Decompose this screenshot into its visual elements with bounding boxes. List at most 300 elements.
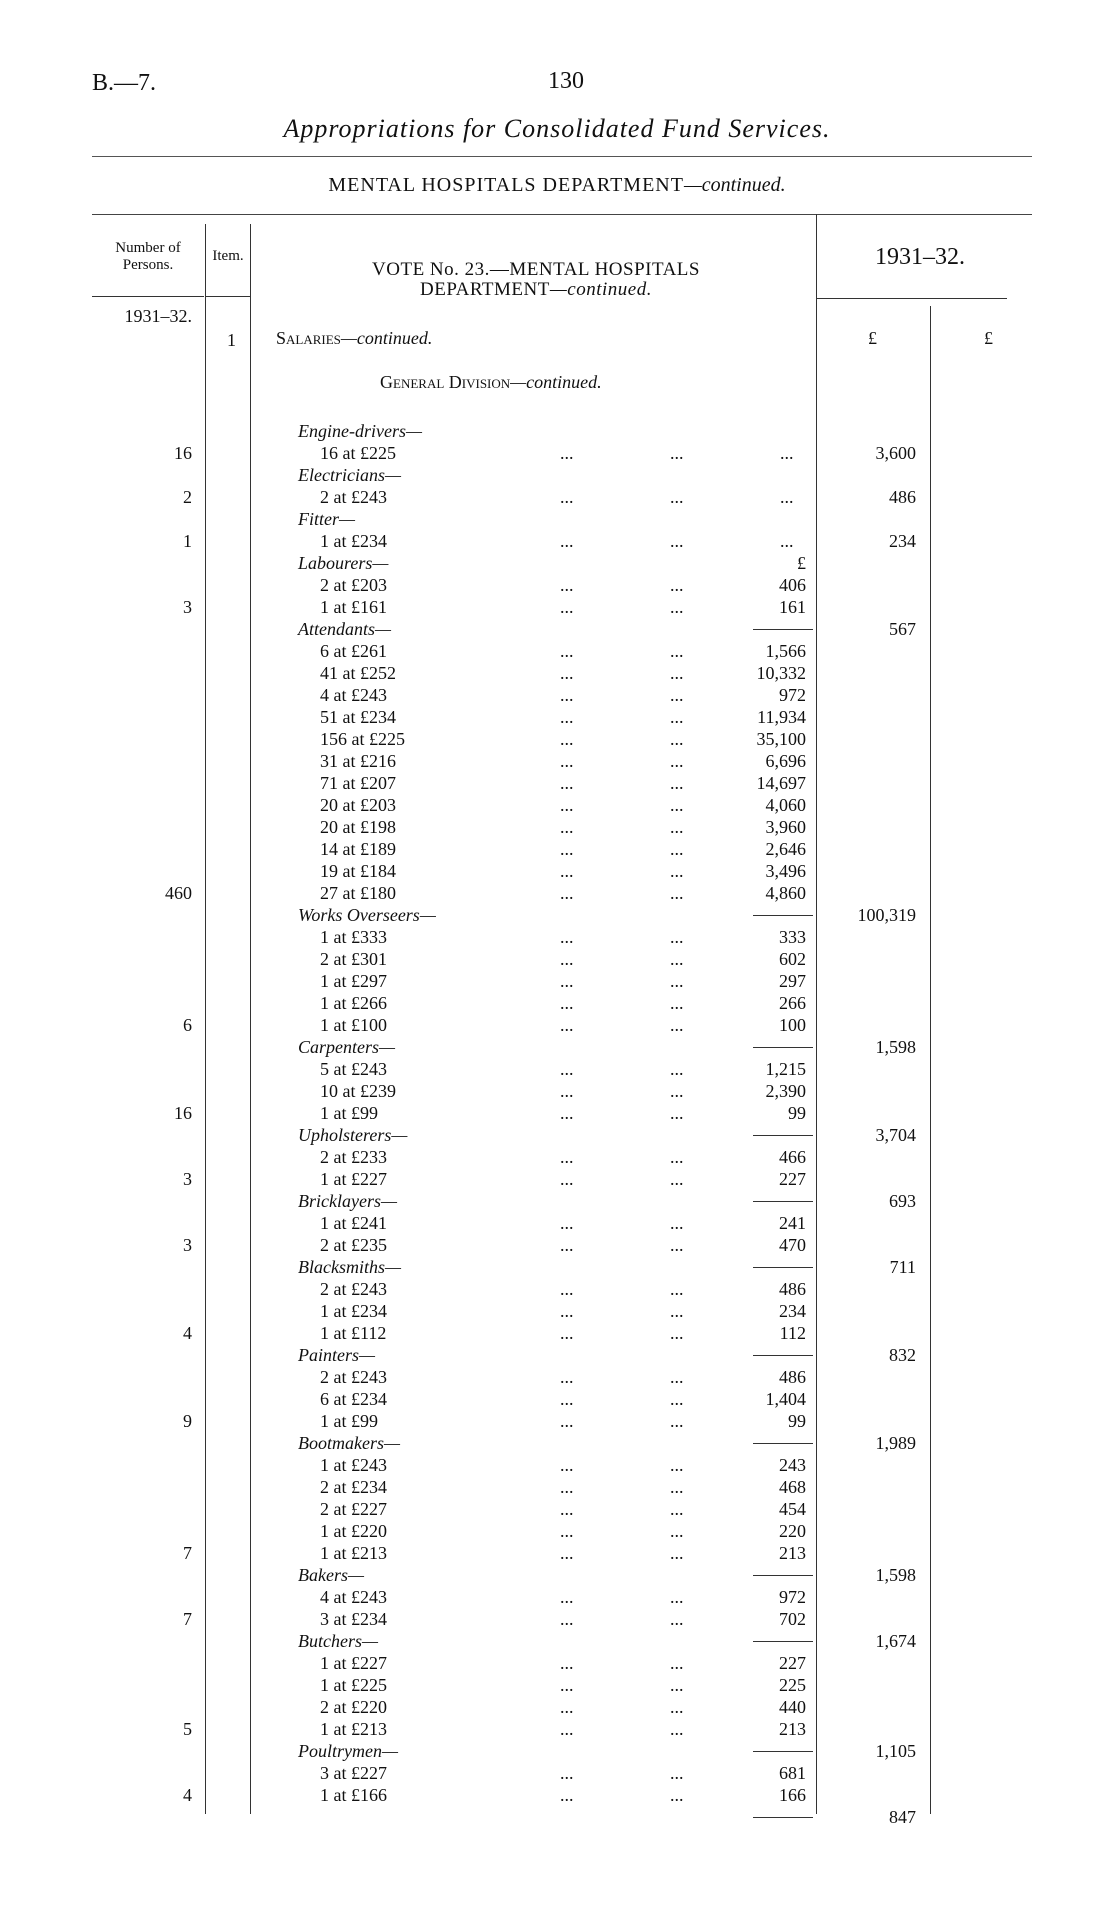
total-cell: 3,600: [875, 443, 916, 463]
table-row: [0, 640, 1114, 662]
persons-year: 1931–32.: [124, 306, 192, 326]
table-row: [0, 1388, 1114, 1410]
leader-dots: ...: [670, 1389, 684, 1409]
amount-cell: 2,390: [765, 1081, 806, 1101]
leader-dots: ...: [670, 795, 684, 815]
amount-cell: 466: [779, 1147, 806, 1167]
leader-dots: ...: [670, 1785, 684, 1805]
amount-cell: 112: [779, 1323, 806, 1343]
category-label: Blacksmiths—: [298, 1257, 401, 1277]
table-row: [0, 1278, 1114, 1300]
leader-dots: ...: [670, 1323, 684, 1343]
total-cell: 1,989: [875, 1433, 916, 1453]
leader-dots: ...: [560, 1521, 574, 1541]
table-row: [0, 948, 1114, 970]
table-row: [0, 1058, 1114, 1080]
subtotal-rule: [753, 1267, 813, 1268]
rate-line: 1 at £213: [320, 1719, 387, 1739]
table-row: [0, 486, 1114, 508]
total-cell: 847: [889, 1807, 916, 1827]
leader-dots: ...: [670, 839, 684, 859]
leader-dots: ...: [560, 1235, 574, 1255]
table-row: [0, 684, 1114, 706]
leader-dots: ...: [670, 1103, 684, 1123]
rate-line: 156 at £225: [320, 729, 405, 749]
table-row: [0, 1498, 1114, 1520]
persons-count: 16: [174, 443, 192, 463]
subtotal-rule: [753, 1751, 813, 1752]
rate-line: 19 at £184: [320, 861, 396, 881]
amount-cell: 1,566: [765, 641, 806, 661]
category-label: Bootmakers—: [298, 1433, 400, 1453]
rate-line: 6 at £261: [320, 641, 387, 661]
leader-dots: ...: [560, 1499, 574, 1519]
rate-line: 1 at £234: [320, 1301, 387, 1321]
rate-line: 1 at £99: [320, 1411, 378, 1431]
amount-cell: 486: [779, 1279, 806, 1299]
amount-cell: 454: [779, 1499, 806, 1519]
table-row: [0, 574, 1114, 596]
rate-line: 6 at £234: [320, 1389, 387, 1409]
rate-line: 71 at £207: [320, 773, 396, 793]
page-id: B.—7.: [92, 70, 157, 96]
table-row: [0, 1696, 1114, 1718]
table-row: [0, 1520, 1114, 1542]
leader-dots: ...: [560, 1675, 574, 1695]
item-header: Item.: [212, 248, 244, 264]
subtotal-rule: [753, 1047, 813, 1048]
leader-dots: ...: [670, 531, 684, 551]
subtotal-rule: [753, 1817, 813, 1818]
leader-dots: ...: [560, 861, 574, 881]
rate-line: 1 at £161: [320, 597, 387, 617]
category-row: [0, 618, 1114, 640]
table-row: [0, 1542, 1114, 1564]
leader-dots: ...: [560, 949, 574, 969]
leader-dots: ...: [560, 1477, 574, 1497]
leader-dots: ...: [560, 817, 574, 837]
rate-line: 1 at £166: [320, 1785, 387, 1805]
amount-cell: 602: [779, 949, 806, 969]
table-row: [0, 750, 1114, 772]
table-row: [0, 1806, 1114, 1828]
total-cell: 100,319: [857, 905, 916, 925]
leader-dots: ...: [560, 1301, 574, 1321]
amount-cell: 972: [779, 685, 806, 705]
amount-cell: 3,960: [765, 817, 806, 837]
amount-cell: 440: [779, 1697, 806, 1717]
leader-dots: ...: [670, 1301, 684, 1321]
rate-line: 2 at £243: [320, 1367, 387, 1387]
leader-dots: ...: [560, 751, 574, 771]
persons-count: 3: [183, 597, 192, 617]
amount-cell: 3,496: [765, 861, 806, 881]
total-cell: 3,704: [875, 1125, 916, 1145]
amount-cell: 486: [779, 1367, 806, 1387]
rate-line: 2 at £235: [320, 1235, 387, 1255]
page-number: 130: [548, 68, 584, 94]
amount-cell: 161: [779, 597, 806, 617]
table-row: [0, 794, 1114, 816]
subtotal-rule: [753, 1355, 813, 1356]
leader-dots: ...: [670, 685, 684, 705]
leader-dots: ...: [560, 575, 574, 595]
currency-label: £: [984, 328, 993, 348]
category-label: Works Overseers—: [298, 905, 436, 925]
divider: [92, 214, 1032, 215]
vote-heading-line1: VOTE No. 23.—MENTAL HOSPITALS: [372, 259, 700, 280]
category-label: Bakers—: [298, 1565, 364, 1585]
rate-line: 1 at £333: [320, 927, 387, 947]
amount-cell: 243: [779, 1455, 806, 1475]
leader-dots: ...: [670, 641, 684, 661]
leader-dots: ...: [670, 817, 684, 837]
rate-line: 20 at £198: [320, 817, 396, 837]
leader-dots: ...: [560, 729, 574, 749]
table-row: [0, 1454, 1114, 1476]
leader-dots: ...: [560, 1147, 574, 1167]
rate-line: 2 at £220: [320, 1697, 387, 1717]
persons-count: 7: [183, 1609, 192, 1629]
amount-cell: 213: [779, 1543, 806, 1563]
table-row: [0, 1674, 1114, 1696]
table-row: [0, 1718, 1114, 1740]
rate-line: 31 at £216: [320, 751, 396, 771]
leader-dots: ...: [670, 1015, 684, 1035]
subtotal-rule: [753, 1641, 813, 1642]
leader-dots: ...: [670, 1763, 684, 1783]
leader-dots: ...: [670, 1059, 684, 1079]
rate-line: 1 at £243: [320, 1455, 387, 1475]
persons-count: 3: [183, 1235, 192, 1255]
leader-dots: ...: [560, 1103, 574, 1123]
table-row: [0, 992, 1114, 1014]
rate-line: 1 at £266: [320, 993, 387, 1013]
category-label: Engine-drivers—: [298, 421, 422, 441]
amount-cell: 681: [779, 1763, 806, 1783]
total-cell: 234: [889, 531, 916, 551]
amount-cell: 1,215: [765, 1059, 806, 1079]
header-rule: [206, 296, 250, 297]
persons-count: 2: [183, 487, 192, 507]
category-label: Upholsterers—: [298, 1125, 408, 1145]
amount-cell: 227: [779, 1653, 806, 1673]
subtotal-rule: [753, 1201, 813, 1202]
category-row: [0, 1432, 1114, 1454]
leader-dots: ...: [560, 1653, 574, 1673]
amount-cell: 470: [779, 1235, 806, 1255]
table-row: [0, 596, 1114, 618]
table-row: [0, 1234, 1114, 1256]
rate-line: 1 at £241: [320, 1213, 387, 1233]
leader-dots: ...: [780, 531, 794, 551]
leader-dots: ...: [670, 1719, 684, 1739]
leader-dots: ...: [560, 1389, 574, 1409]
category-row: [0, 1036, 1114, 1058]
category-label: Poultrymen—: [298, 1741, 398, 1761]
amount-cell: 10,332: [756, 663, 806, 683]
category-row: [0, 1344, 1114, 1366]
total-cell: 1,105: [875, 1741, 916, 1761]
leader-dots: ...: [670, 993, 684, 1013]
amount-cell: 297: [779, 971, 806, 991]
amount-cell: 702: [779, 1609, 806, 1629]
page-title: Appropriations for Consolidated Fund Services.: [283, 114, 831, 143]
rate-line: 2 at £243: [320, 487, 387, 507]
leader-dots: ...: [560, 443, 574, 463]
table-row: [0, 1080, 1114, 1102]
table-row: [0, 1608, 1114, 1630]
category-row: [0, 1740, 1114, 1762]
table-row: [0, 816, 1114, 838]
leader-dots: ...: [670, 861, 684, 881]
leader-dots: ...: [670, 1279, 684, 1299]
subtotal-rule: [753, 915, 813, 916]
leader-dots: ...: [670, 1543, 684, 1563]
amount-cell: £: [797, 553, 806, 573]
amount-cell: 100: [779, 1015, 806, 1035]
leader-dots: ...: [670, 707, 684, 727]
rate-line: 1 at £220: [320, 1521, 387, 1541]
table-row: [0, 838, 1114, 860]
rate-line: 3 at £234: [320, 1609, 387, 1629]
currency-label: £: [868, 328, 877, 348]
persons-count: 3: [183, 1169, 192, 1189]
leader-dots: ...: [670, 1675, 684, 1695]
rate-line: 1 at £112: [320, 1323, 387, 1343]
table-row: [0, 1300, 1114, 1322]
category-row: [0, 1256, 1114, 1278]
rate-line: 5 at £243: [320, 1059, 387, 1079]
leader-dots: ...: [670, 971, 684, 991]
category-row: [0, 420, 1114, 442]
rate-line: 51 at £234: [320, 707, 396, 727]
leader-dots: ...: [670, 663, 684, 683]
amount-cell: 14,697: [756, 773, 806, 793]
table-row: [0, 1322, 1114, 1344]
rate-line: 1 at £99: [320, 1103, 378, 1123]
leader-dots: ...: [670, 1169, 684, 1189]
persons-count: 16: [174, 1103, 192, 1123]
rate-line: 10 at £239: [320, 1081, 396, 1101]
leader-dots: ...: [670, 927, 684, 947]
table-row: [0, 662, 1114, 684]
table-row: [0, 1476, 1114, 1498]
total-cell: 1,674: [875, 1631, 916, 1651]
rate-line: 2 at £233: [320, 1147, 387, 1167]
leader-dots: ...: [670, 1235, 684, 1255]
leader-dots: ...: [560, 597, 574, 617]
amount-cell: 241: [779, 1213, 806, 1233]
amount-cell: 213: [779, 1719, 806, 1739]
leader-dots: ...: [560, 1609, 574, 1629]
table-row: [0, 1102, 1114, 1124]
leader-dots: ...: [560, 685, 574, 705]
amount-cell: 234: [779, 1301, 806, 1321]
rate-line: 41 at £252: [320, 663, 396, 683]
total-cell: 693: [889, 1191, 916, 1211]
table-row: [0, 882, 1114, 904]
leader-dots: ...: [560, 1587, 574, 1607]
leader-dots: ...: [670, 949, 684, 969]
leader-dots: ...: [670, 1653, 684, 1673]
leader-dots: ...: [560, 1719, 574, 1739]
leader-dots: ...: [560, 971, 574, 991]
leader-dots: ...: [670, 1499, 684, 1519]
rate-line: 2 at £203: [320, 575, 387, 595]
leader-dots: ...: [670, 1477, 684, 1497]
category-label: Fitter—: [298, 509, 355, 529]
category-label: Electricians—: [298, 465, 401, 485]
leader-dots: ...: [560, 1763, 574, 1783]
vote-heading: [256, 260, 816, 300]
table-row: [0, 1146, 1114, 1168]
amount-cell: 333: [779, 927, 806, 947]
table-row: [0, 1762, 1114, 1784]
leader-dots: ...: [560, 663, 574, 683]
amount-cell: 2,646: [765, 839, 806, 859]
leader-dots: ...: [670, 883, 684, 903]
header-rule: [92, 296, 204, 297]
leader-dots: ...: [560, 1015, 574, 1035]
leader-dots: ...: [670, 1521, 684, 1541]
category-label: Painters—: [298, 1345, 376, 1365]
leader-dots: ...: [670, 773, 684, 793]
rate-line: 2 at £227: [320, 1499, 387, 1519]
leader-dots: ...: [560, 707, 574, 727]
amount-cell: 972: [779, 1587, 806, 1607]
division-heading: General Division—continued.: [380, 372, 602, 392]
amount-cell: 4,860: [765, 883, 806, 903]
persons-count: 6: [183, 1015, 192, 1035]
department-heading: MENTAL HOSPITALS DEPARTMENT—continued.: [328, 174, 786, 196]
leader-dots: ...: [670, 1147, 684, 1167]
amount-cell: 99: [788, 1411, 806, 1431]
category-row: [0, 904, 1114, 926]
category-label: Butchers—: [298, 1631, 378, 1651]
table-row: [0, 728, 1114, 750]
leader-dots: ...: [560, 1411, 574, 1431]
leader-dots: ...: [670, 1609, 684, 1629]
year-header: 1931–32.: [875, 244, 965, 270]
table-row: [0, 1212, 1114, 1234]
amount-cell: 6,696: [765, 751, 806, 771]
leader-dots: ...: [560, 795, 574, 815]
total-cell: 832: [889, 1345, 916, 1365]
table-row: [0, 1784, 1114, 1806]
subtotal-rule: [753, 1443, 813, 1444]
persons-count: 9: [183, 1411, 192, 1431]
persons-count: 4: [183, 1323, 192, 1343]
category-row: [0, 1190, 1114, 1212]
amount-cell: 468: [779, 1477, 806, 1497]
leader-dots: ...: [560, 1697, 574, 1717]
table-row: [0, 530, 1114, 552]
leader-dots: ...: [560, 1279, 574, 1299]
leader-dots: ...: [560, 641, 574, 661]
leader-dots: ...: [780, 443, 794, 463]
rate-line: 1 at £234: [320, 531, 387, 551]
leader-dots: ...: [560, 1367, 574, 1387]
rate-line: 20 at £203: [320, 795, 396, 815]
amount-cell: 406: [779, 575, 806, 595]
vote-heading-line2: DEPARTMENT—continued.: [420, 279, 652, 300]
category-row: [0, 1124, 1114, 1146]
leader-dots: ...: [560, 1785, 574, 1805]
leader-dots: ...: [670, 1367, 684, 1387]
amount-cell: 220: [779, 1521, 806, 1541]
leader-dots: ...: [670, 1587, 684, 1607]
leader-dots: ...: [560, 993, 574, 1013]
total-cell: 1,598: [875, 1565, 916, 1585]
rate-line: 2 at £243: [320, 1279, 387, 1299]
amount-cell: 99: [788, 1103, 806, 1123]
total-cell: 486: [889, 487, 916, 507]
table-row: [0, 1652, 1114, 1674]
amount-cell: 11,934: [757, 707, 806, 727]
category-row: [0, 1564, 1114, 1586]
rate-line: 3 at £227: [320, 1763, 387, 1783]
persons-header: Number of Persons.: [115, 240, 181, 273]
salaries-heading: Salaries—continued.: [276, 328, 433, 348]
leader-dots: ...: [560, 773, 574, 793]
persons-count: 460: [165, 883, 192, 903]
table-row: [0, 860, 1114, 882]
leader-dots: ...: [670, 1411, 684, 1431]
leader-dots: ...: [560, 1169, 574, 1189]
leader-dots: ...: [670, 1697, 684, 1717]
total-cell: 567: [889, 619, 916, 639]
amount-cell: 227: [779, 1169, 806, 1189]
persons-count: 7: [183, 1543, 192, 1563]
amount-cell: 35,100: [756, 729, 806, 749]
leader-dots: ...: [560, 927, 574, 947]
table-row: [0, 706, 1114, 728]
leader-dots: ...: [780, 487, 794, 507]
subtotal-rule: [753, 629, 813, 630]
leader-dots: ...: [560, 1213, 574, 1233]
leader-dots: ...: [670, 575, 684, 595]
rate-line: 16 at £225: [320, 443, 396, 463]
rate-line: 1 at £297: [320, 971, 387, 991]
rate-line: 1 at £100: [320, 1015, 387, 1035]
rate-line: 14 at £189: [320, 839, 396, 859]
subtotal-rule: [753, 1575, 813, 1576]
leader-dots: ...: [670, 729, 684, 749]
rate-line: 27 at £180: [320, 883, 396, 903]
table-row: [0, 1410, 1114, 1432]
table-row: [0, 772, 1114, 794]
category-row: [0, 508, 1114, 530]
leader-dots: ...: [560, 531, 574, 551]
persons-count: 1: [183, 531, 192, 551]
item-number: 1: [227, 330, 236, 350]
leader-dots: ...: [560, 487, 574, 507]
leader-dots: ...: [670, 1213, 684, 1233]
amount-cell: 166: [779, 1785, 806, 1805]
amount-cell: 225: [779, 1675, 806, 1695]
table-row: [0, 1366, 1114, 1388]
table-row: [0, 1168, 1114, 1190]
subtotal-rule: [753, 1135, 813, 1136]
amount-cell: 266: [779, 993, 806, 1013]
leader-dots: ...: [560, 1081, 574, 1101]
divider: [92, 156, 1032, 157]
leader-dots: ...: [560, 1323, 574, 1343]
rate-line: 4 at £243: [320, 1587, 387, 1607]
total-cell: 711: [889, 1257, 916, 1277]
leader-dots: ...: [670, 1081, 684, 1101]
